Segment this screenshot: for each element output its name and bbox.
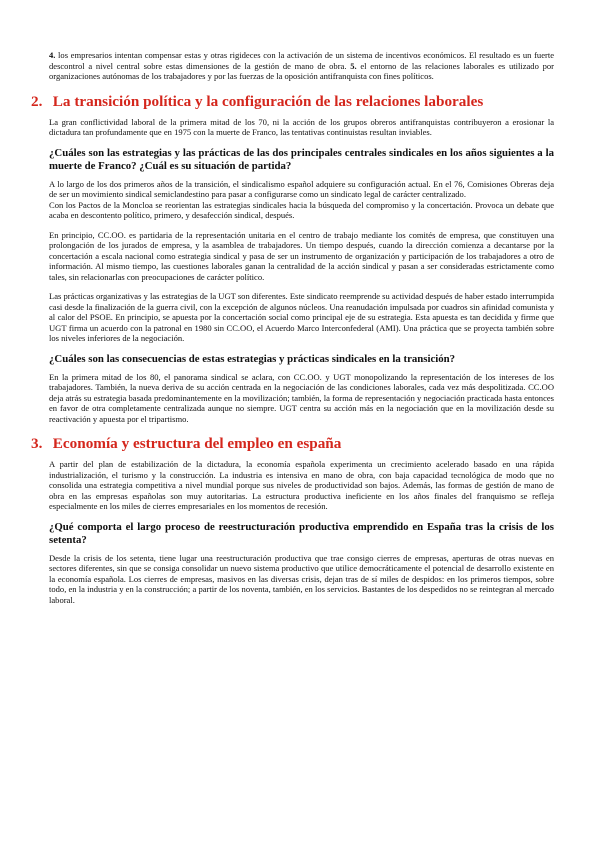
section-3-question-1: ¿Qué comporta el largo proceso de reestructuración productiva emprendido en España tras la crisis de los setenta? [49, 520, 554, 546]
section-3-heading [31, 435, 560, 453]
item-5-number: 5. [350, 60, 357, 71]
item-4-number: 4. [49, 50, 56, 60]
section-3-intro: A partir del plan de estabilización de la dictadura, la economía española experimenta un crecimiento acelerado basado en una rápida industrialización, el turismo y la construcción. La industria es intensiva en mano de obra, con baja capacidad tecnológica de modo que no consolida una estrategia competitiva a nivel mundial porque sus niveles de productividad son bajos. Además, las formas de gestión de mano de obra en las empresas españolas son muy autoritarias. La estructura productiva ineficiente en los años finales del franquismo se refleja especialmente en los miles de cierres empresariales en los momentos de recesión. [49, 459, 554, 511]
section-2-q1-paragraph-4: Las prácticas organizativas y las estrategias de la UGT son diferentes. Este sindicato reemprende su actividad después de haber estado interrumpida casi desde la finalización de la guerra civil, con la excepción de algunos núcleos. Una reanudación impulsada por cuadros sin afinidad comunista y al calor del PSOE. En principio, se apuesta por la concertación social como principal eje de su estrategia. Esta apuesta es tan decidida y firme que UGT firma un acuerdo con la patronal en 1980 sin CC.OO, el Acuerdo Marco Interconfederal (AMI). Una práctica que se proyecta también sobre los niveles inferiores de la negociación. [49, 291, 554, 343]
section-2-heading [31, 93, 560, 111]
section-3-q1-paragraph-1: Desde la crisis de los setenta, tiene lugar una reestructuración productiva que trae consigo cierres de empresas, aperturas de otras nuevas en sectores diferentes, sin que se consiga consolidar un nuevo sistema productivo que utilice democráticamente el potencial de desarrollo existente en la economía española. Los cierres de empresas, masivos en las diversas crisis, dejan tras de sí miles de despidos: en los primeros tiempos, sobre todo, en la industria y en la construcción; a partir de los noventa, también, en los servicios. Bastantes de los despedidos no se reintegran al mercado laboral. [49, 552, 554, 605]
item-5-text: el entorno de las relaciones laborales es utilizado por organizaciones autónomas de los trabajadores y por las fuerzas de la oposición antifranquista con fines políticos. [49, 60, 554, 81]
section-2-title: La transición política y la configuración de las relaciones laborales [52, 92, 484, 110]
section-2-q1-paragraph-2: Con los Pactos de la Moncloa se reorientan las estrategias sindicales hacia la búsqueda del compromiso y la concertación. Provoca un debate que acaba en descontento político, primero, y desafección sindical, después. [49, 199, 554, 220]
section-3-number: 3. [31, 435, 43, 452]
section-2-intro: La gran conflictividad laboral de la primera mitad de los 70, ni la acción de los grupos obreros antifranquistas contribuyeron a erosionar la dictadura tan profundamente que en 1975 con la muerte de Franco, las tentativas continuistas resultan inviables. [49, 116, 554, 137]
section-2-question-2: ¿Cuáles son las consecuencias de estas estrategias y prácticas sindicales en la transición? [49, 352, 456, 365]
section-2-question-1: ¿Cuáles son las estrategias y las prácticas de las dos principales centrales sindicales en los años siguientes a la muerte de Franco? ¿Cuál es su situación de partida? [49, 146, 554, 172]
section-2-q1-paragraph-1: A lo largo de los dos primeros años de la transición, el sindicalismo español adquiere su configuración actual. En el 76, Comisiones Obreras deja de ser un movimiento sindical semiclandestino para pasar a configurarse como un sindicato legal de carácter centralizado. [49, 178, 554, 199]
section-3-title: Economía y estructura del empleo en españa [52, 435, 342, 452]
item-4-text: los empresarios intentan compensar estas y otras rigideces con la activación de un sistema de incentivos económicos. El resultado es un fuerte descontrol a nivel central sobre estas dimensiones de la gestión de mano de obra. [49, 50, 554, 71]
section-2-number: 2. [31, 92, 43, 110]
intro-paragraph [49, 50, 554, 82]
section-2-q1-paragraph-3: En principio, CC.OO. es partidaria de la representación unitaria en el centro de trabajo mediante los comités de empresa, que constituyen una prolongación de los jurados de empresa, y la asamblea de trabajadores. Un tiempo después, cuando la dirección comienza a decantarse por la concertación a escala nacional como estrategia sindical y pasa de ser un instrumento de organización y participación de los trabajadores a otro de información. Al mismo tiempo, las cuestiones laborales ganan la centralidad de la acción sindical y pasan a ser consideradas estrictamente como tales, sin relacionarlas con preocupaciones de carácter político. [49, 229, 554, 282]
section-2-q2-paragraph-1: En la primera mitad de los 80, el panorama sindical se aclara, con CC.OO. y UGT monopolizando la representación de los intereses de los trabajadores. También, la nueva deriva de su acción centrada en la negociación de las condiciones laborales, cada vez más despolitizada. CC.OO deja atrás su estrategia basada predominantemente en la movilización; también, la forma de representación y negociación practicada hasta entonces en favor de otra completamente centralizada aunque no siempre. UGT centra su acción más en la negociación que en la movilización desde su reactivación y apuesta por el tripartismo. [49, 371, 554, 424]
